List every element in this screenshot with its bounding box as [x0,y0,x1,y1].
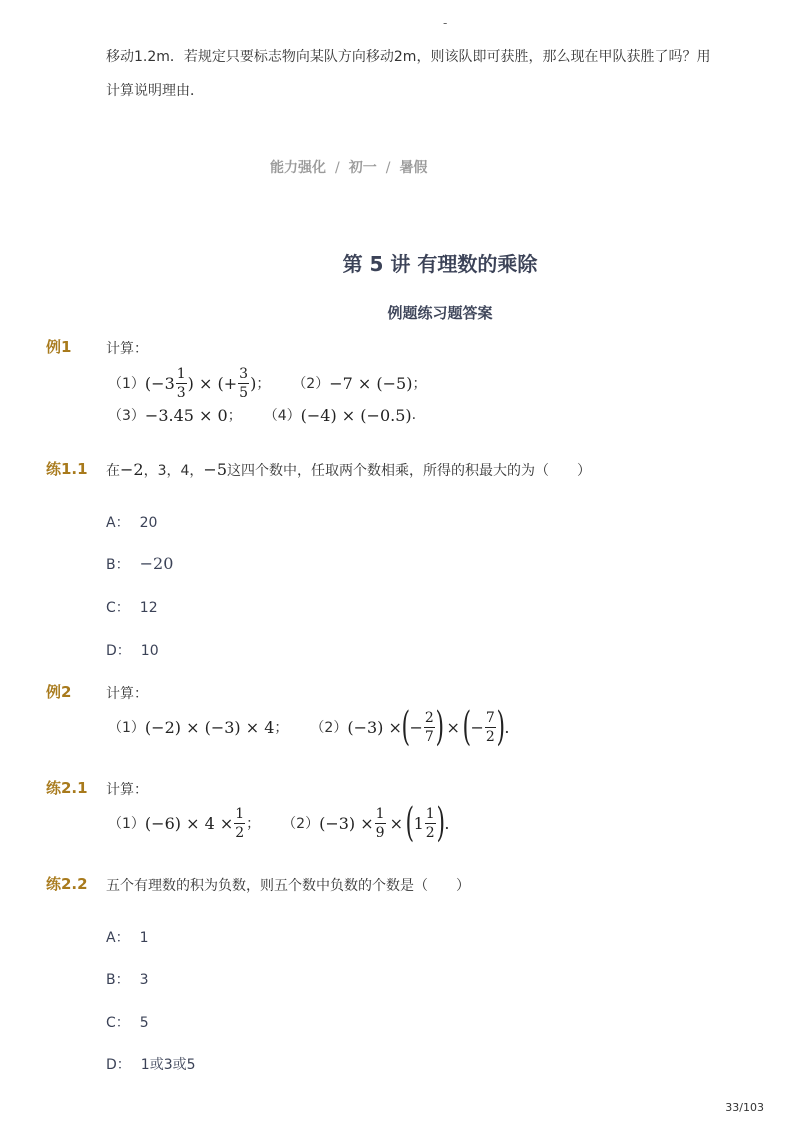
fraction-numerator: 2 [424,709,434,726]
lecture-title: 第 5 讲 有理数的乘除 [342,252,538,276]
breadcrumb-separator: / [385,160,391,176]
item-number: （1） [108,816,145,832]
practice-2-1-stem: 计算： [106,782,148,798]
option-key: A： [106,515,130,531]
fraction-numerator: 1 [425,805,435,822]
example-2-label: 例2 [46,683,72,701]
fraction-denominator: 2 [425,824,435,841]
right-paren: ) [496,704,505,750]
breadcrumb-item[interactable]: 能力强化 [270,160,326,176]
math-expression: (−4) × (−0.5) [300,405,412,425]
option-key: B： [106,972,130,988]
stem-text: 这四个数中，任取两个数相乘，所得的积最大的为（ ） [227,463,592,479]
fraction [238,367,249,400]
breadcrumb-item[interactable]: 初一 [348,160,377,176]
fraction-denominator: 2 [235,824,245,841]
example-2-row-1 [108,704,509,750]
math-expression: ) × (+ [187,373,238,393]
option-b[interactable] [106,554,173,574]
left-paren: ( [405,800,415,846]
item-number: （3） [108,408,145,424]
practice-2-1-row-1 [108,800,449,846]
times-sign: × [389,813,403,833]
example-1-row-2 [108,404,416,426]
option-value: 20 [139,515,158,531]
practice-1-1-stem [106,460,591,480]
separator: ； [227,408,242,424]
page-number: 33/103 [725,1101,764,1114]
fraction [176,367,187,400]
period: . [411,407,417,423]
item-number: （2） [292,376,330,392]
option-value: 1 [139,930,149,946]
item-number: （4） [263,408,301,424]
right-paren: ) [435,704,444,750]
item-number: （2） [282,816,320,832]
option-b[interactable] [106,969,149,989]
separator: ； [256,376,271,392]
fraction [485,711,496,744]
example-1-row-1 [108,366,426,400]
option-key: D： [106,1057,131,1073]
section-title: 例题练习题答案 [387,304,493,322]
option-c[interactable] [106,1012,149,1032]
option-key: C： [106,1015,130,1031]
example-1-stem: 计算： [106,341,148,357]
fraction-denominator: 3 [176,384,186,401]
math-number: −5 [203,460,228,479]
math-expression: ) [250,373,257,393]
math-expression: (−2) × (−3) × 4 [144,717,275,737]
minus-sign: − [470,717,484,737]
intro-text-line-2: 计算说明理由． [106,83,204,99]
intro-text-line-1: 移动1.2m．若规定只要标志物向某队方向移动2m，则该队即可获胜，那么现在甲队获胜了吗？用 [106,49,711,65]
option-value: 10 [140,643,159,659]
fraction-numerator: 1 [235,805,245,822]
fraction [375,807,386,840]
separator: ； [274,720,289,736]
practice-2-2-label: 练2.2 [46,875,88,893]
times-sign: × [446,717,460,737]
fraction [425,807,436,840]
period: . [504,717,510,737]
practice-2-2-stem: 五个有理数的积为负数，则五个数中负数的个数是（ ） [106,878,470,894]
option-a[interactable] [106,512,157,532]
fraction [234,807,245,840]
option-d[interactable] [106,1054,196,1074]
option-a[interactable] [106,927,149,947]
fraction-numerator: 3 [239,365,249,382]
math-expression: −3.45 × 0 [144,405,228,425]
separator: ； [246,816,261,832]
option-key: B： [106,557,130,573]
fraction-numerator: 1 [375,805,385,822]
math-number: −2 [120,460,144,479]
math-expression: (−3) × [319,813,374,833]
fraction-numerator: 7 [485,709,495,726]
item-number: （1） [108,720,145,736]
math-expression: (−3) × [347,717,402,737]
left-paren: ( [401,704,410,750]
math-expression: (−6) × 4 × [144,813,234,833]
option-value: 1或3或5 [140,1057,196,1073]
period: . [444,813,450,833]
fraction-numerator: 1 [176,365,186,382]
example-2-stem: 计算： [106,686,148,702]
option-value: −20 [139,554,174,573]
option-value: 5 [139,1015,149,1031]
breadcrumb-item[interactable]: 暑假 [399,160,428,176]
practice-2-1-label: 练2.1 [46,779,88,797]
separator: ； [412,376,427,392]
item-number: （2） [310,720,348,736]
fraction-denominator: 7 [424,728,434,745]
practice-1-1-label: 练1.1 [46,460,88,478]
option-key: C： [106,600,130,616]
breadcrumb-separator: / [335,160,340,176]
stem-text: 在 [106,463,120,479]
option-value: 3 [139,972,149,988]
left-paren: ( [462,704,471,750]
fraction-denominator: 5 [239,384,249,401]
math-expression: −7 × (−5) [329,373,413,393]
option-c[interactable] [106,597,158,617]
mixed-number-whole: 1 [413,813,424,833]
example-1-label: 例1 [46,338,72,356]
header-marker: - [443,16,448,30]
math-expression: (−3 [144,373,175,393]
fraction-denominator: 9 [375,824,385,841]
option-d[interactable] [106,640,159,660]
fraction-denominator: 2 [485,728,495,745]
minus-sign: − [409,717,423,737]
option-value: 12 [139,600,158,616]
breadcrumb [270,157,427,177]
option-key: A： [106,930,130,946]
right-paren: ) [436,800,445,846]
option-key: D： [106,643,131,659]
stem-text: ，3，4， [143,463,204,479]
fraction [424,711,435,744]
item-number: （1） [108,376,145,392]
